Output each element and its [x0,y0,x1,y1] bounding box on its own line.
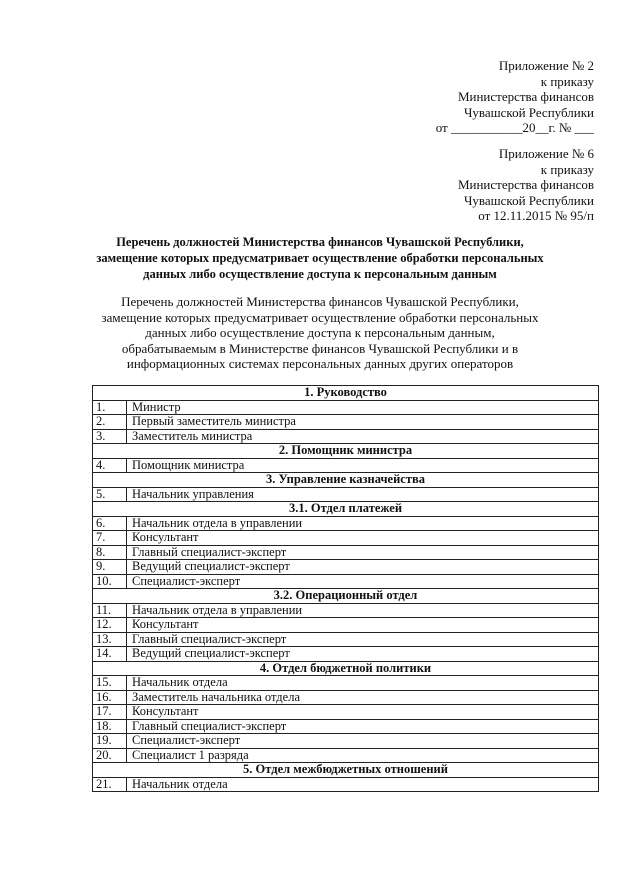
position-title: Министр [127,400,599,415]
table-row [93,734,599,749]
document-title [80,234,560,282]
section-header-row [93,473,599,488]
position-title: Начальник отдела в управлении [127,516,599,531]
section-header-row [93,763,599,778]
appendix-line: Приложение № 6 [498,146,594,161]
row-number: 8. [93,545,127,560]
row-number: 4. [93,458,127,473]
row-number: 6. [93,516,127,531]
row-number: 12. [93,618,127,633]
position-title: Ведущий специалист-эксперт [127,647,599,662]
position-title: Главный специалист-эксперт [127,719,599,734]
position-title: Начальник отдела [127,777,599,792]
section-title: 5. Отдел межбюджетных отношений [93,763,599,778]
section-title: 1. Руководство [93,386,599,401]
row-number: 11. [93,603,127,618]
row-number: 9. [93,560,127,575]
appendix-block-2 [458,146,594,224]
position-title: Ведущий специалист-эксперт [127,560,599,575]
position-title: Заместитель начальника отдела [127,690,599,705]
row-number: 15. [93,676,127,691]
table-row [93,676,599,691]
appendix-line: Чувашской Республики [463,104,594,120]
table-row [93,719,599,734]
position-title: Главный специалист-эксперт [127,632,599,647]
position-title: Помощник министра [127,458,599,473]
section-title: 3. Управление казначейства [93,473,599,488]
row-number: 19. [93,734,127,749]
row-number: 10. [93,574,127,589]
section-title: 2. Помощник министра [93,444,599,459]
row-number: 5. [93,487,127,502]
title-line: Перечень должностей Министерства финансов Чувашской Республики, [116,235,524,249]
appendix-line: Министерства финансов [457,177,594,192]
table-row [93,429,599,444]
subtitle-line: замещение которых предусматривает осуществление обработки персональных [101,309,539,325]
row-number: 17. [93,705,127,720]
section-title: 4. Отдел бюджетной политики [93,661,599,676]
row-number: 14. [93,647,127,662]
row-number: 2. [93,415,127,430]
table-row [93,574,599,589]
row-number: 16. [93,690,127,705]
table-row [93,487,599,502]
section-header-row [93,589,599,604]
section-header-row [93,661,599,676]
appendix-line: Приложение № 2 [498,58,594,73]
subtitle-line: Перечень должностей Министерства финансов Чувашской Республики, [121,294,519,309]
row-number: 20. [93,748,127,763]
table-row [93,632,599,647]
position-title: Специалист-эксперт [127,574,599,589]
subtitle-line: обрабатываемым в Министерстве финансов Чувашской Республики и в [121,340,519,356]
position-title: Начальник отдела в управлении [127,603,599,618]
position-title: Консультант [127,618,599,633]
appendix-line: Чувашской Республики [463,192,594,208]
appendix-line: Министерства финансов [457,89,594,104]
appendix-line: к приказу [540,161,594,177]
table-row [93,458,599,473]
appendix-line: от 12.11.2015 № 95/п [478,208,594,223]
position-title: Специалист 1 разряда [127,748,599,763]
row-number: 7. [93,531,127,546]
table-row [93,647,599,662]
table-row [93,531,599,546]
position-title: Начальник управления [127,487,599,502]
position-title: Первый заместитель министра [127,415,599,430]
position-title: Главный специалист-эксперт [127,545,599,560]
row-number: 1. [93,400,127,415]
title-line: данных либо осуществление доступа к персональным данным [143,267,497,281]
table-row [93,618,599,633]
table-row [93,560,599,575]
table-row [93,516,599,531]
appendix-block-1 [436,58,594,136]
section-title: 3.1. Отдел платежей [93,502,599,517]
row-number: 18. [93,719,127,734]
table-row [93,400,599,415]
table-row [93,545,599,560]
appendix-line: к приказу [540,73,594,89]
table-row [93,705,599,720]
row-number: 21. [93,777,127,792]
positions-table [92,385,599,792]
appendix-line: от ___________20__г. № ___ [435,120,594,135]
subtitle-line: данных либо осуществление доступа к персональным данным, [145,325,495,340]
position-title: Заместитель министра [127,429,599,444]
section-header-row [93,444,599,459]
section-header-row [93,502,599,517]
section-title: 3.2. Операционный отдел [93,589,599,604]
table-row [93,603,599,618]
document-subtitle [70,294,570,372]
row-number: 3. [93,429,127,444]
subtitle-line: информационных системах персональных данных других операторов [126,356,514,371]
section-header-row [93,386,599,401]
row-number: 13. [93,632,127,647]
position-title: Консультант [127,531,599,546]
table-row [93,748,599,763]
position-title: Специалист-эксперт [127,734,599,749]
table-row [93,777,599,792]
table-row [93,690,599,705]
title-line: замещение которых предусматривает осуществление обработки персональных [96,251,544,265]
position-title: Консультант [127,705,599,720]
table-row [93,415,599,430]
position-title: Начальник отдела [127,676,599,691]
